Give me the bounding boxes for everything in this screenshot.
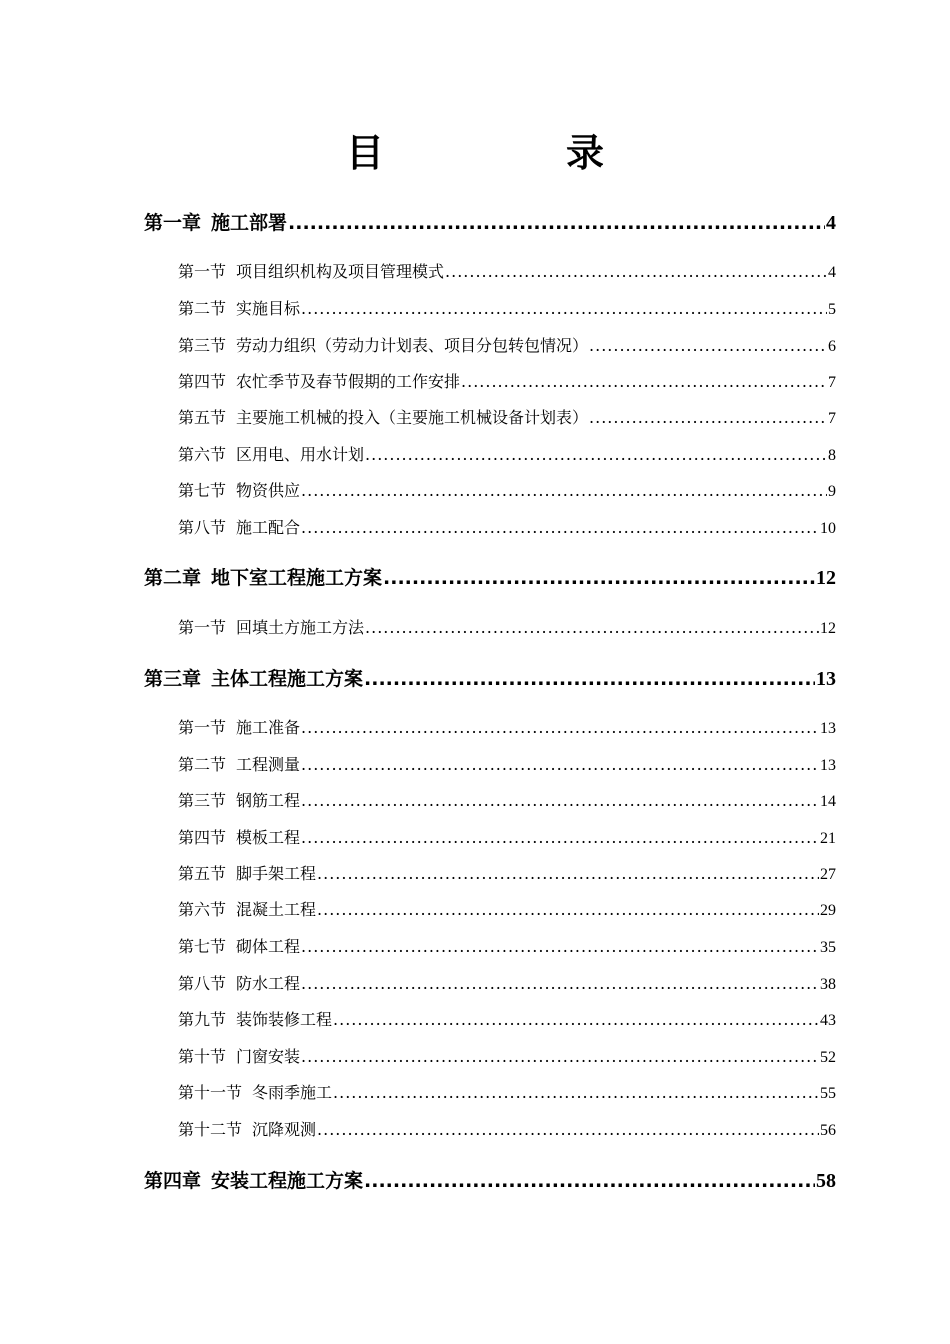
toc-entry-number: 第十一节 [178,1083,243,1102]
toc-page-number: 4 [828,264,836,281]
toc-entry-number: 第十二节 [178,1120,243,1139]
toc-entry-label [178,934,300,957]
toc-section-entry[interactable] [178,752,836,775]
toc-dot-leader [288,212,825,234]
toc-section-entry[interactable] [178,1007,836,1030]
toc-section-entry[interactable] [178,897,836,920]
toc-entry-label [178,861,316,884]
toc-entry-label [178,825,300,848]
toc-entry-text: 工程测量 [236,755,301,774]
toc-entry-number: 第四节 [178,828,227,847]
toc-entry-text: 混凝土工程 [236,900,317,919]
toc-entry-label [178,478,300,501]
toc-chapter-entry[interactable] [144,664,836,691]
toc-entry-text: 项目组织机构及项目管理模式 [236,262,445,281]
toc-entry-text: 主要施工机械的投入（主要施工机械设备计划表） [236,408,589,427]
toc-section-entry[interactable] [178,825,836,848]
toc-dot-leader [445,262,827,281]
toc-dot-leader [301,937,819,956]
toc-dot-leader [301,974,819,993]
toc-dot-leader [461,372,827,391]
toc-entry-text: 物资供应 [236,481,301,500]
toc-page-number: 38 [820,976,836,993]
toc-entry-text: 区用电、用水计划 [236,445,365,464]
toc-page-number: 13 [816,668,836,690]
toc-section-entry[interactable] [178,296,836,319]
toc-entry-number: 第二节 [178,299,227,318]
toc-entry-text: 冬雨季施工 [252,1083,333,1102]
toc-page-number: 5 [828,301,836,318]
toc-entry-label [178,1117,316,1140]
toc-page-number: 52 [820,1049,836,1066]
toc-section-entry[interactable] [178,715,836,738]
toc-section-entry[interactable] [178,369,836,392]
toc-entry-text: 门窗安装 [236,1047,301,1066]
toc-section-entry[interactable] [178,515,836,538]
page-title: 目 录 [345,131,676,175]
toc-page-number: 29 [820,902,836,919]
toc-entry-number: 第十节 [178,1047,227,1066]
toc-entry-text: 回填土方施工方法 [236,618,365,637]
toc-section-entry[interactable] [178,934,836,957]
toc-page-number: 7 [828,410,836,427]
toc-dot-leader [589,336,827,355]
toc-entry-number: 第二章 [144,567,202,589]
toc-dot-leader [383,567,815,589]
toc-section-entry[interactable] [178,1044,836,1067]
toc-dot-leader [301,755,819,774]
toc-entry-number: 第五节 [178,408,227,427]
toc-entry-text: 砌体工程 [236,937,301,956]
toc-entry-label [178,369,460,392]
toc-entry-text: 施工配合 [236,518,301,537]
toc-entry-label [144,563,382,590]
toc-entry-text: 安装工程施工方案 [211,1170,364,1192]
toc-page-number: 13 [820,757,836,774]
toc-dot-leader [301,481,827,500]
toc-entry-text: 实施目标 [236,299,301,318]
toc-page-number: 35 [820,939,836,956]
toc-entry-number: 第一章 [144,212,202,234]
toc-page-number: 13 [820,720,836,737]
toc-entry-label [178,405,588,428]
toc-entry-number: 第二节 [178,755,227,774]
toc-dot-leader [301,299,827,318]
toc-dot-leader [301,1047,819,1066]
toc-page-number: 14 [820,793,836,810]
toc-section-entry[interactable] [178,442,836,465]
toc-entry-number: 第七节 [178,481,227,500]
toc-entry-label [178,1044,300,1067]
toc-chapter-entry[interactable] [144,208,836,235]
toc-entry-text: 施工准备 [236,718,301,737]
toc-entry-label [178,971,300,994]
toc-page-number: 43 [820,1012,836,1029]
toc-dot-leader [364,1170,815,1192]
toc-dot-leader [365,618,819,637]
toc-section-entry[interactable] [178,405,836,428]
toc-entry-number: 第一节 [178,262,227,281]
toc-entry-text: 施工部署 [211,212,288,234]
toc-entry-text: 模板工程 [236,828,301,847]
toc-entry-label [178,788,300,811]
toc-entry-number: 第七节 [178,937,227,956]
toc-entry-number: 第四节 [178,372,227,391]
toc-entry-text: 钢筋工程 [236,791,301,810]
toc-section-entry[interactable] [178,259,836,282]
toc-section-entry[interactable] [178,1117,836,1140]
toc-entry-label [178,897,316,920]
toc-section-entry[interactable] [178,333,836,356]
toc-entry-number: 第三节 [178,791,227,810]
toc-entry-text: 防水工程 [236,974,301,993]
toc-page-number: 27 [820,866,836,883]
toc-entry-text: 沉降观测 [252,1120,317,1139]
toc-page-number: 56 [820,1122,836,1139]
toc-entry-label [178,515,300,538]
toc-page-number: 6 [828,338,836,355]
toc-entry-number: 第六节 [178,900,227,919]
toc-section-entry[interactable] [178,861,836,884]
toc-dot-leader [301,518,819,537]
toc-section-entry[interactable] [178,615,836,638]
toc-entry-label [144,208,287,235]
toc-entry-label [178,752,300,775]
toc-entry-label [178,442,364,465]
toc-entry-text: 劳动力组织（劳动力计划表、项目分包转包情况） [236,336,589,355]
toc-dot-leader [317,900,819,919]
toc-entry-number: 第四章 [144,1170,202,1192]
toc-section-entry[interactable] [178,478,836,501]
toc-entry-number: 第五节 [178,864,227,883]
toc-entry-number: 第九节 [178,1010,227,1029]
toc-entry-label [178,296,300,319]
toc-dot-leader [333,1010,819,1029]
toc-page-number: 10 [820,520,836,537]
toc-page-number: 8 [828,447,836,464]
toc-entry-number: 第三章 [144,668,202,690]
toc-page-number: 4 [826,212,836,234]
toc-entry-text: 主体工程施工方案 [211,668,364,690]
toc-page-number: 12 [816,567,836,589]
toc-entry-number: 第六节 [178,445,227,464]
toc-entry-number: 第八节 [178,518,227,537]
toc-dot-leader [365,445,827,464]
toc-entry-text: 装饰装修工程 [236,1010,333,1029]
toc-entry-text: 农忙季节及春节假期的工作安排 [236,372,461,391]
toc-dot-leader [589,408,827,427]
toc-entry-label [178,1007,332,1030]
toc-dot-leader [301,828,819,847]
toc-page-number: 21 [820,830,836,847]
toc-dot-leader [333,1083,819,1102]
toc-entry-number: 第三节 [178,336,227,355]
toc-entry-text: 脚手架工程 [236,864,317,883]
toc-entry-text: 地下室工程施工方案 [211,567,383,589]
toc-entry-label [144,664,363,691]
toc-dot-leader [364,668,815,690]
toc-entry-label [178,333,588,356]
toc-section-entry[interactable] [178,971,836,994]
toc-dot-leader [317,864,819,883]
toc-page-number: 7 [828,374,836,391]
toc-entry-label [178,715,300,738]
toc-entry-label [178,259,444,282]
toc-entry-number: 第八节 [178,974,227,993]
toc-entry-label [144,1166,363,1193]
toc-entry-number: 第一节 [178,618,227,637]
toc-entry-label [178,615,364,638]
toc-chapter-entry[interactable] [144,1166,836,1193]
toc-page-number: 55 [820,1085,836,1102]
toc-dot-leader [301,791,819,810]
toc-entry-label [178,1080,332,1103]
toc-page-number: 12 [820,620,836,637]
toc-page-number: 9 [828,483,836,500]
toc-entry-number: 第一节 [178,718,227,737]
toc-page-number: 58 [816,1170,836,1192]
toc-section-entry[interactable] [178,1080,836,1103]
toc-chapter-entry[interactable] [144,563,836,590]
toc-dot-leader [301,718,819,737]
toc-dot-leader [317,1120,819,1139]
toc-section-entry[interactable] [178,788,836,811]
